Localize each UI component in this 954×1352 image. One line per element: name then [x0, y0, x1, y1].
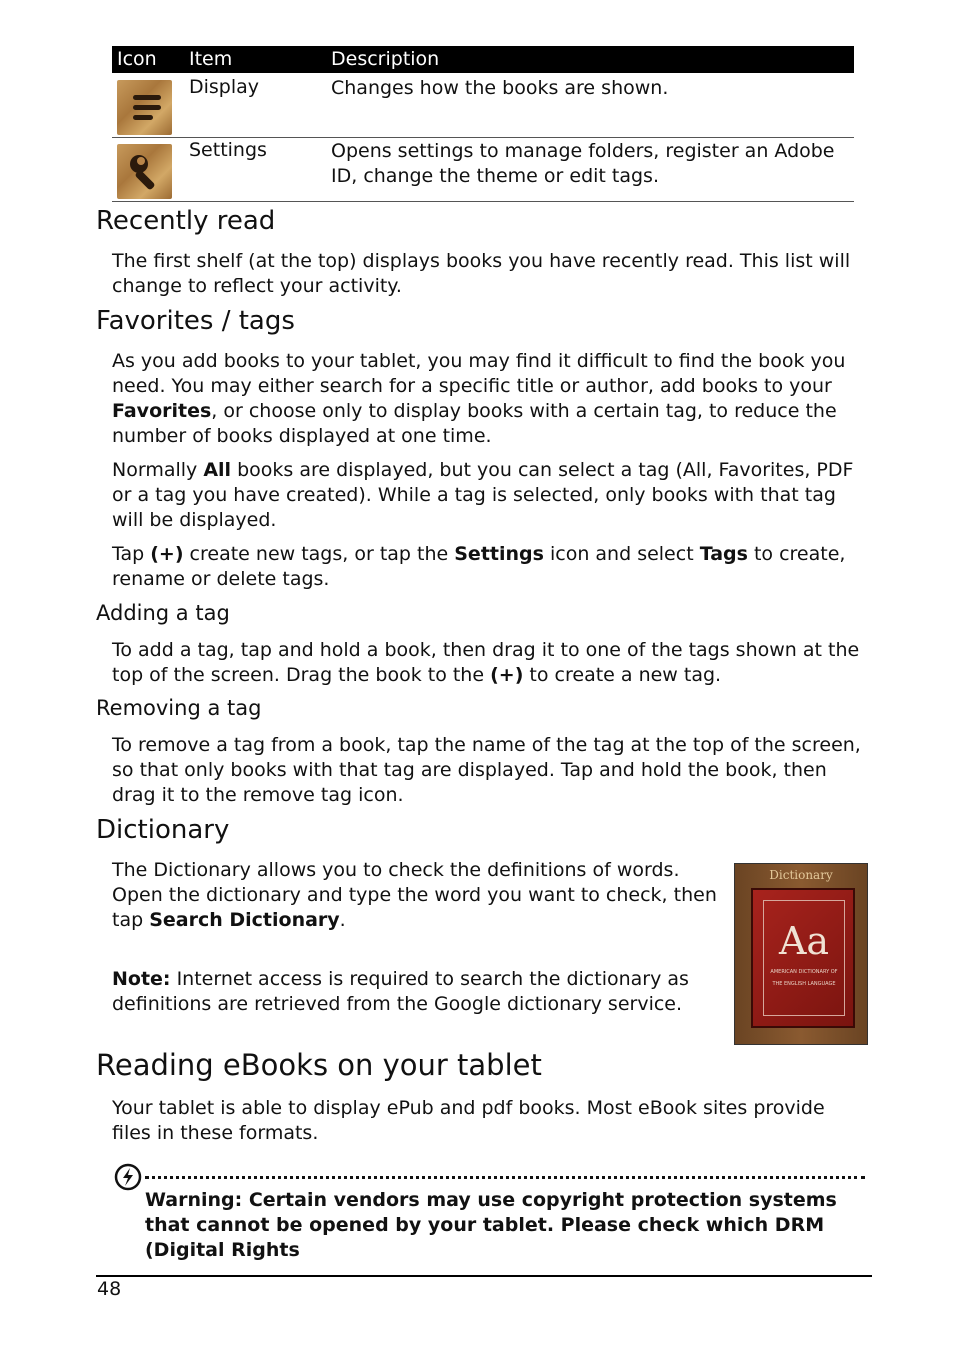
removing-tag-heading: Removing a tag	[96, 696, 262, 720]
icon-table	[112, 46, 854, 202]
favorites-paragraph-1: As you add books to your tablet, you may find it difficult to find the book you need. You may either search for a specific title or author, add books to your Favorites, or choose only to display books with a certain tag, to reduce the number of books displayed at one time.	[112, 350, 846, 447]
removing-tag-text: To remove a tag from a book, tap the name of the tag at the top of the screen, so that only books with that tag are displayed. Tap and hold the book, then drag it to the remove tag icon.	[112, 734, 861, 806]
adding-tag-heading: Adding a tag	[96, 601, 230, 625]
header-icon: Icon	[117, 48, 157, 70]
reading-ebooks-text: Your tablet is able to display ePub and pdf books. Most eBook sites provide files in these formats.	[112, 1097, 825, 1144]
settings-icon	[117, 144, 172, 199]
row-description: Opens settings to manage folders, register an Adobe ID, change the theme or edit tags.	[331, 140, 835, 187]
favorites-paragraph-2: Normally All books are displayed, but you can select a tag (All, Favorites, PDF or a tag you have created). While a tag is selected, only books with that tag will be displayed.	[112, 459, 854, 531]
favorites-paragraph-3: Tap (+) create new tags, or tap the Settings icon and select Tags to create, rename or delete tags.	[112, 543, 846, 590]
table-row	[112, 73, 854, 138]
dictionary-book-subtitle-2: THE ENGLISH LANGUAGE	[772, 981, 836, 987]
header-description: Description	[331, 48, 440, 70]
table-row	[112, 138, 854, 202]
reading-ebooks-heading: Reading eBooks on your tablet	[96, 1048, 542, 1082]
page-number: 48	[97, 1278, 122, 1300]
recently-read-heading: Recently read	[96, 206, 276, 236]
row-description: Changes how the books are shown.	[331, 77, 669, 99]
dictionary-book-subtitle-1: AMERICAN DICTIONARY OF	[770, 969, 838, 975]
warning-icon	[114, 1163, 142, 1191]
warning-divider	[145, 1176, 865, 1179]
row-item: Display	[189, 76, 260, 98]
favorites-heading: Favorites / tags	[96, 306, 295, 336]
dictionary-heading: Dictionary	[96, 815, 230, 845]
adding-tag-text: To add a tag, tap and hold a book, then drag it to one of the tags shown at the top of the screen. Drag the book to the (+) to create a new tag.	[112, 639, 860, 686]
dictionary-book	[751, 888, 855, 1028]
dictionary-shelf-label: Dictionary	[769, 868, 833, 882]
dictionary-app-image	[734, 863, 868, 1045]
row-item: Settings	[189, 139, 267, 161]
recently-read-text: The first shelf (at the top) displays books you have recently read. This list will change to reflect your activity.	[112, 250, 851, 297]
warning-text: Warning: Certain vendors may use copyright protection systems that cannot be opened by your tablet. Please check which DRM (Digital Rights	[145, 1189, 837, 1261]
dictionary-text: The Dictionary allows you to check the definitions of words. Open the dictionary and type the word you want to check, then tap Search Dictionary.	[112, 859, 717, 931]
footer-rule	[96, 1275, 872, 1277]
dictionary-book-title: Aa	[778, 919, 830, 963]
display-icon	[117, 80, 172, 135]
table-header	[112, 46, 854, 73]
header-item: Item	[189, 48, 233, 70]
dictionary-note: Note: Internet access is required to search the dictionary as definitions are retrieved from the Google dictionary service.	[112, 968, 689, 1015]
